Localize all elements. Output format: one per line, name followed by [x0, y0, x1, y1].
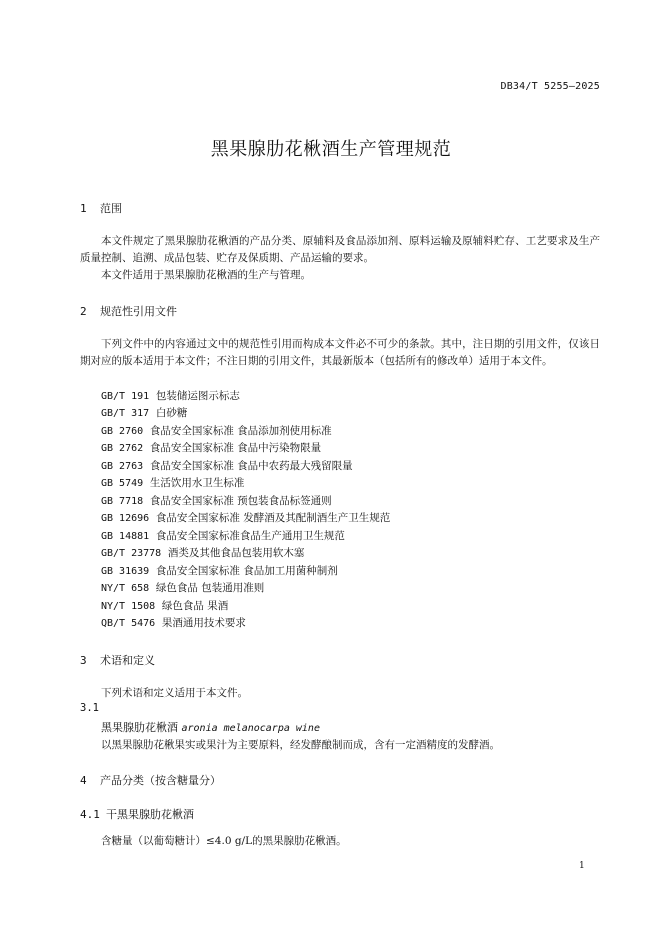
reference-title: 食品安全国家标准食品生产通用卫生规范 — [155, 530, 345, 542]
reference-item — [101, 510, 390, 525]
section-number: 2 — [80, 305, 87, 318]
reference-code: GB 14881 — [101, 531, 150, 542]
reference-title: 绿色食品 包装通用准则 — [155, 582, 265, 594]
reference-item — [101, 388, 240, 403]
section-2-heading — [80, 303, 177, 319]
reference-item — [101, 493, 332, 508]
reference-item — [101, 545, 304, 560]
term-definition: 以黑果腺肋花楸果实或果汁为主要原料，经发酵酿制而成，含有一定酒精度的发酵酒。 — [101, 739, 500, 751]
reference-code: GB 7718 — [101, 496, 144, 507]
section-3-heading — [80, 652, 155, 668]
reference-title: 食品安全国家标准 预包装食品标签通则 — [149, 495, 332, 507]
reference-code: GB/T 23778 — [101, 548, 162, 559]
reference-code: GB 5749 — [101, 478, 144, 489]
term-name-cn: 黑果腺肋花楸酒 — [101, 721, 178, 734]
section-number: 1 — [80, 202, 87, 215]
reference-title: 食品安全国家标准 发酵酒及其配制酒生产卫生规范 — [155, 512, 391, 524]
reference-item — [101, 440, 321, 455]
reference-title: 果酒通用技术要求 — [161, 617, 246, 629]
page-number: 1 — [579, 861, 585, 871]
reference-title: 食品安全国家标准 食品中污染物限量 — [149, 442, 322, 454]
reference-item — [101, 475, 244, 490]
term-name — [101, 719, 320, 735]
reference-code: GB 31639 — [101, 566, 150, 577]
reference-code: GB/T 191 — [101, 391, 150, 402]
reference-code: NY/T 1508 — [101, 601, 156, 612]
reference-item — [101, 405, 187, 420]
section-title: 产品分类（按含糖量分） — [100, 774, 221, 787]
section-title: 范围 — [100, 202, 122, 215]
section-1-heading — [80, 200, 122, 216]
document-title: 黑果腺肋花楸酒生产管理规范 — [210, 139, 452, 160]
scope-applicability: 本文件适用于黑果腺肋花楸酒的生产与管理。 — [101, 269, 311, 281]
reference-title: 包装储运图示标志 — [155, 390, 240, 402]
reference-item — [101, 458, 353, 473]
reference-title: 绿色食品 果酒 — [161, 600, 229, 612]
reference-item — [101, 563, 338, 578]
references-intro: 下列文件中的内容通过文中的规范性引用而构成本文件必不可少的条款。其中，注日期的引用文件，仅该日期对应的版本适用于本文件；不注日期的引用文件，其最新版本（包括所有的修改单）适用于本文件。 — [80, 338, 600, 367]
reference-code: GB/T 317 — [101, 408, 150, 419]
section-number: 3 — [80, 654, 87, 667]
reference-title: 酒类及其他食品包装用软木塞 — [167, 547, 305, 559]
term-name-en: aronia melanocarpa wine — [181, 723, 320, 734]
term-number: 3.1 — [80, 702, 99, 714]
reference-title: 食品安全国家标准 食品添加剂使用标准 — [149, 425, 332, 437]
reference-code: GB 2760 — [101, 426, 144, 437]
reference-item — [101, 528, 345, 543]
reference-code: QB/T 5476 — [101, 618, 156, 629]
reference-item — [101, 615, 246, 630]
section-title: 术语和定义 — [100, 654, 155, 667]
reference-item — [101, 598, 228, 613]
standard-number: DB34/T 5255—2025 — [500, 81, 600, 92]
reference-code: NY/T 658 — [101, 583, 150, 594]
subsection-4-1-text: 含糖量（以葡萄糖计）≤4.0 g/L的黑果腺肋花楸酒。 — [101, 835, 347, 847]
section-title: 规范性引用文件 — [100, 305, 177, 318]
reference-code: GB 2763 — [101, 461, 144, 472]
scope-paragraph: 本文件规定了黑果腺肋花楸酒的产品分类、原辅料及食品添加剂、原料运输及原辅料贮存、工艺要求及生产质量控制、追溯、成品包装、贮存及保质期、产品运输的要求。 — [80, 235, 600, 264]
reference-title: 食品安全国家标准 食品加工用菌种制剂 — [155, 565, 338, 577]
reference-code: GB 12696 — [101, 513, 150, 524]
subsection-4-1-heading — [80, 806, 194, 822]
reference-code: GB 2762 — [101, 443, 144, 454]
reference-title: 白砂糖 — [155, 407, 188, 419]
section-4-heading — [80, 772, 221, 788]
reference-item — [101, 423, 332, 438]
subsection-title: 干黑果腺肋花楸酒 — [106, 808, 194, 821]
subsection-number: 4.1 — [80, 808, 100, 821]
section-number: 4 — [80, 774, 87, 787]
reference-title: 食品安全国家标准 食品中农药最大残留限量 — [149, 460, 353, 472]
terms-intro: 下列术语和定义适用于本文件。 — [101, 687, 248, 699]
reference-title: 生活饮用水卫生标准 — [149, 477, 245, 489]
reference-item — [101, 580, 264, 595]
